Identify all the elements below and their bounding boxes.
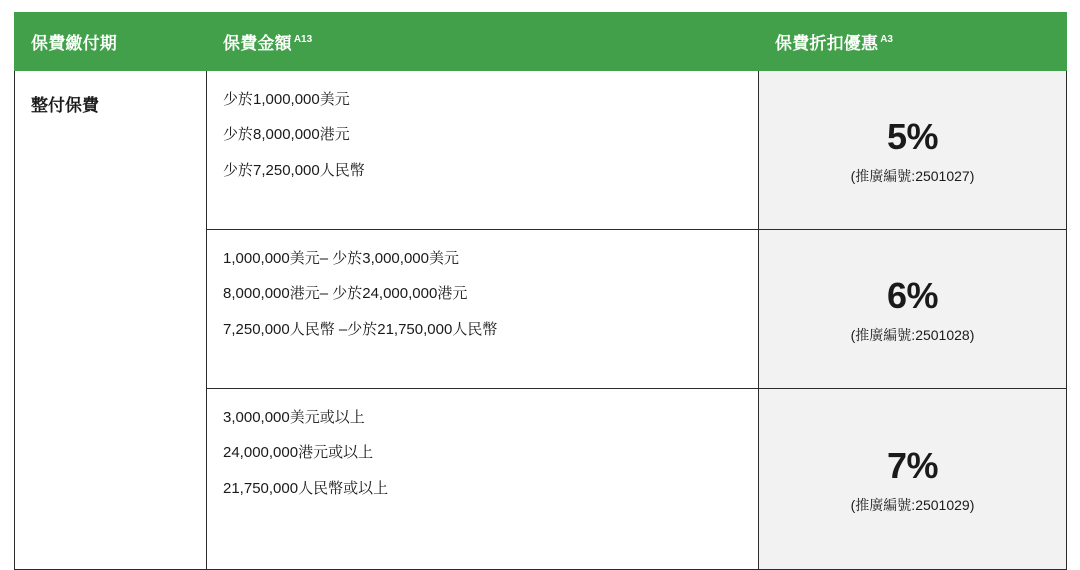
- column-header-premium-amount-footnote: A13: [293, 34, 313, 46]
- amount-line: 8,000,000港元– 少於24,000,000港元: [223, 285, 468, 303]
- amount-line: 少於8,000,000港元: [223, 126, 350, 144]
- column-header-premium-amount: [207, 13, 759, 71]
- amount-line: 24,000,000港元或以上: [223, 444, 374, 462]
- amount-line: 少於1,000,000美元: [223, 91, 350, 108]
- column-header-premium-discount-label: 保費折扣優惠: [775, 34, 879, 53]
- discount-percentage: 6%: [886, 274, 939, 316]
- premium-amount-cell: [207, 230, 759, 389]
- discount-cell: [759, 389, 1067, 570]
- amount-line: 7,250,000人民幣 –少於21,750,000人民幣: [223, 320, 498, 338]
- premium-amount-cell: [207, 389, 759, 570]
- discount-percentage: 7%: [886, 444, 939, 486]
- table-header: [15, 13, 1067, 71]
- premium-amount-cell: [207, 71, 759, 230]
- table-body: [15, 71, 1067, 570]
- amount-line: 少於7,250,000人民幣: [223, 161, 365, 179]
- payment-term-cell: 整付保費: [15, 71, 207, 570]
- amount-line: 1,000,000美元– 少於3,000,000美元: [223, 250, 459, 267]
- discount-cell: [759, 71, 1067, 230]
- column-header-payment-term-label: 保費繳付期: [31, 34, 117, 53]
- header-row: [15, 13, 1067, 71]
- promotion-code: (推廣編號:2501029): [850, 496, 975, 513]
- table-row: [15, 71, 1067, 230]
- column-header-premium-discount-footnote: A3: [880, 34, 893, 46]
- column-header-payment-term: [15, 13, 207, 71]
- premium-discount-table: [14, 12, 1067, 570]
- amount-line: 3,000,000美元或以上: [223, 409, 365, 426]
- discount-cell: [759, 230, 1067, 389]
- promotion-code: (推廣編號:2501027): [850, 167, 975, 184]
- column-header-premium-discount: [759, 13, 1067, 71]
- promotion-code: (推廣編號:2501028): [850, 326, 975, 343]
- column-header-premium-amount-label: 保費金額: [223, 34, 292, 53]
- discount-percentage: 5%: [886, 115, 939, 157]
- amount-line: 21,750,000人民幣或以上: [223, 479, 389, 497]
